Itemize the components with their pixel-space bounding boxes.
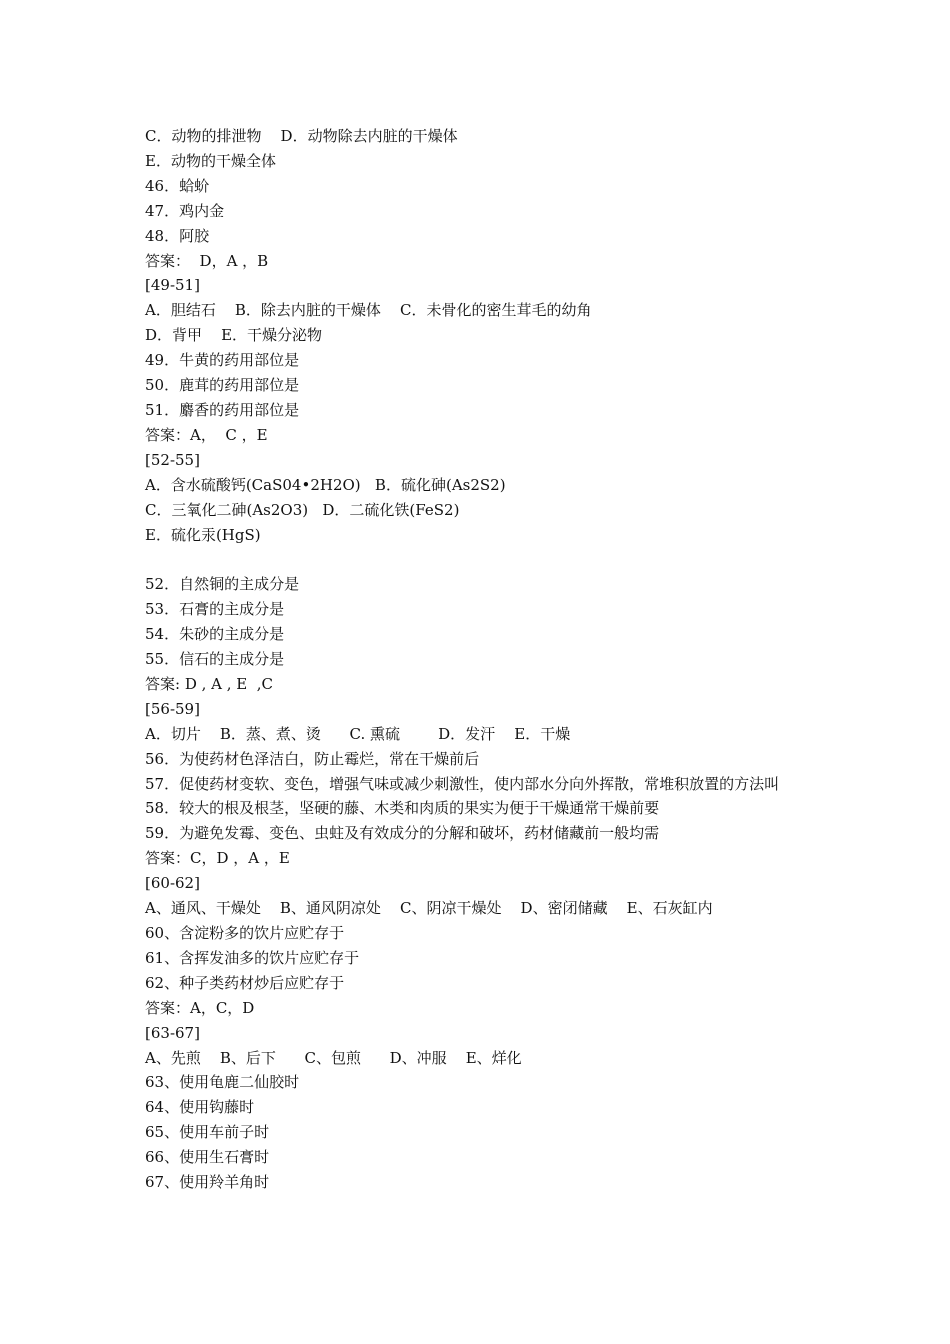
option-line: A．胆结石 B．除去内脏的干燥体 C．未骨化的密生茸毛的幼角 [145, 301, 592, 320]
option-line: A．切片 B．蒸、煮、烫 C. 熏硫 D．发汗 E．干燥 [145, 724, 571, 743]
question-line: 60、含淀粉多的饮片应贮存于 [145, 923, 345, 942]
question-line: 51．麝香的药用部位是 [145, 400, 300, 419]
question-line: 64、使用钩藤时 [145, 1098, 255, 1117]
answer-line: 答案： D，A ，B [145, 251, 269, 270]
section-header: [60-62] [145, 874, 200, 893]
option-line: D．背甲 E．干燥分泌物 [145, 326, 323, 345]
question-line: 57．促使药材变软、变色，增强气味或减少刺激性，使内部水分向外挥散，常堆积放置的方法叫 [145, 774, 780, 793]
document-body [145, 124, 810, 1195]
question-line: 67、使用羚羊角时 [145, 1173, 270, 1192]
question-line: 47．鸡内金 [145, 201, 225, 220]
option-line: A、通风、干燥处 B、通风阴凉处 C、阴凉干燥处 D、密闭储藏 E、石灰缸内 [145, 899, 713, 918]
option-line: C．三氧化二砷(As2O3) D．二硫化铁(FeS2) [145, 500, 460, 519]
question-line: 53．石膏的主成分是 [145, 600, 285, 619]
question-line: 63、使用龟鹿二仙胶时 [145, 1073, 300, 1092]
question-line: 59．为避免发霉、变色、虫蛀及有效成分的分解和破坏，药材储藏前一般均需 [145, 824, 660, 843]
option-line: E．动物的干燥全体 [145, 151, 276, 170]
question-line: 54．朱砂的主成分是 [145, 625, 285, 644]
answer-line: 答案：C，D ，A ，E [145, 849, 290, 868]
option-line: A、先煎 B、后下 C、包煎 D、冲服 E、烊化 [145, 1048, 522, 1067]
question-line: 48．阿胶 [145, 226, 210, 245]
question-line: 55．信石的主成分是 [145, 650, 285, 669]
answer-line: 答案：A， C ，E [145, 425, 268, 444]
answer-line: 答案：A，C，D [145, 998, 255, 1017]
question-line: 56．为使药材色泽洁白，防止霉烂，常在干燥前后 [145, 749, 480, 768]
question-line: 58．较大的根及根茎，坚硬的藤、木类和肉质的果实为便于干燥通常干燥前要 [145, 799, 660, 818]
section-header: [63-67] [145, 1023, 200, 1042]
section-header: [52-55] [145, 450, 200, 469]
question-line: 46．蛤蚧 [145, 176, 210, 195]
blank-line [145, 547, 810, 572]
option-line: A．含水硫酸钙(CaS04•2H2O) B．硫化砷(As2S2) [145, 475, 506, 494]
section-header: [49-51] [145, 276, 200, 295]
question-line: 50．鹿茸的药用部位是 [145, 376, 300, 395]
question-line: 61、含挥发油多的饮片应贮存于 [145, 948, 360, 967]
section-header: [56-59] [145, 699, 200, 718]
answer-line: 答案: D , A , E ,C [145, 674, 274, 693]
question-line: 52．自然铜的主成分是 [145, 575, 300, 594]
question-line: 62、种子类药材炒后应贮存于 [145, 973, 345, 992]
question-line: 65、使用车前子时 [145, 1123, 270, 1142]
option-line: C．动物的排泄物 D．动物除去内脏的干燥体 [145, 127, 458, 145]
question-line: 49．牛黄的药用部位是 [145, 351, 300, 370]
question-line: 66、使用生石膏时 [145, 1148, 270, 1167]
option-line: E．硫化汞(HgS) [145, 525, 261, 544]
